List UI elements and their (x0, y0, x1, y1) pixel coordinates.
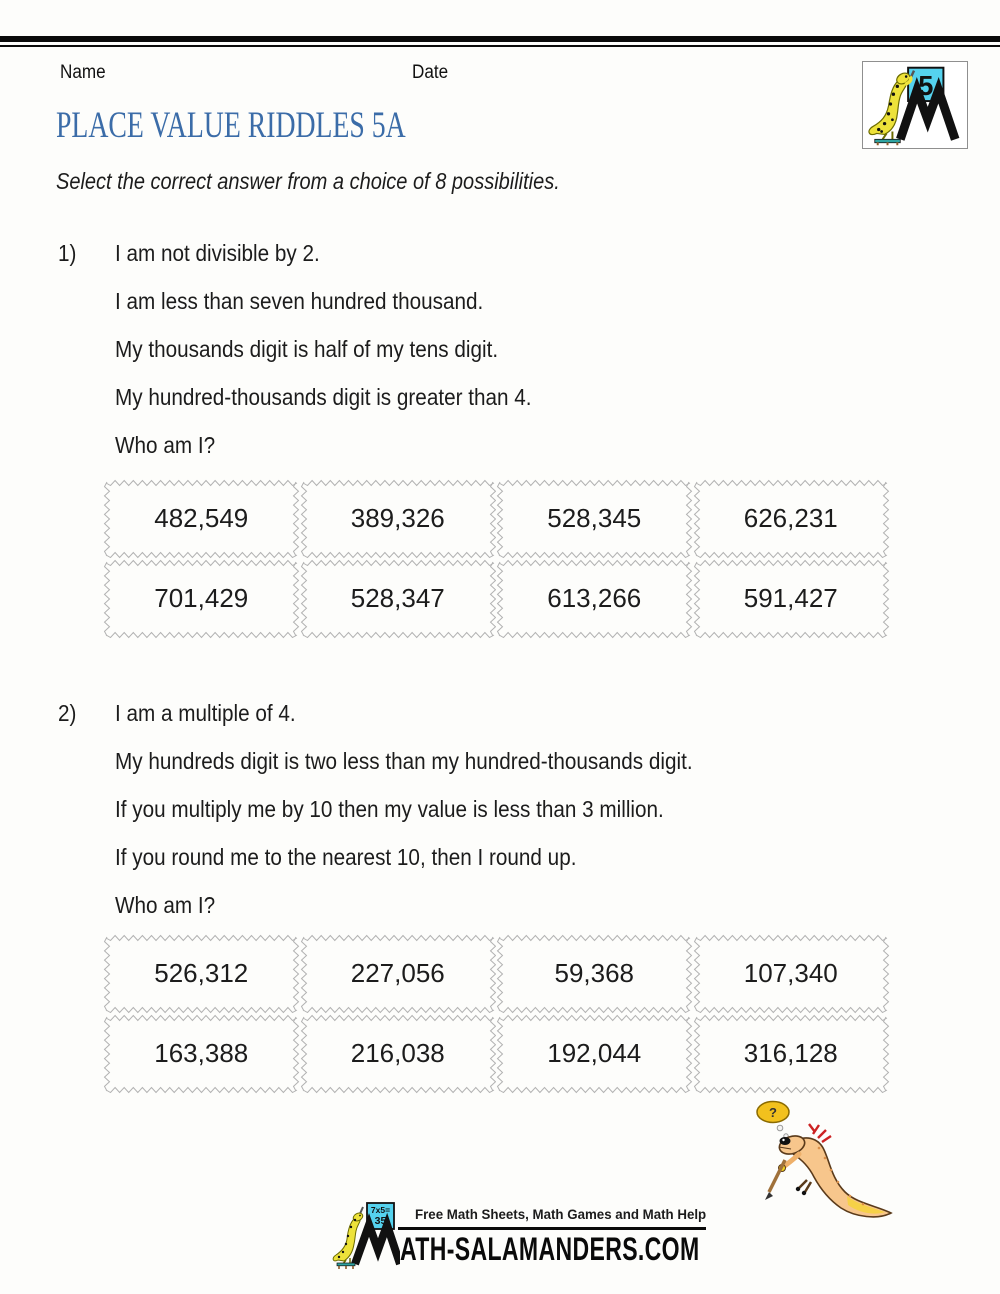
top-rule-thin (0, 45, 1000, 47)
answer-cell[interactable] (693, 479, 890, 559)
answer-cell[interactable] (693, 934, 890, 1014)
question-line: My hundred-thousands digit is greater than 4. (115, 384, 532, 410)
question-line: My hundreds digit is two less than my hundred-thousands digit. (115, 748, 693, 774)
answer-value: 528,345 (547, 503, 642, 534)
answer-value: 107,340 (743, 958, 838, 989)
answer-cell[interactable] (103, 479, 300, 559)
answer-value: 59,368 (554, 958, 635, 989)
answer-cell[interactable] (103, 1014, 300, 1094)
answer-value: 192,044 (547, 1037, 642, 1068)
answer-cell[interactable] (693, 559, 890, 639)
answer-value: 163,388 (154, 1037, 249, 1068)
answer-cell[interactable] (300, 1014, 497, 1094)
answer-value: 482,549 (154, 503, 249, 534)
footer-brand (330, 1200, 770, 1288)
question-2-block (115, 700, 757, 918)
m-letter-icon (355, 1225, 400, 1264)
date-label: Date (412, 62, 449, 83)
answer-cell[interactable] (300, 559, 497, 639)
footer-tagline: Free Math Sheets, Math Games and Math Help (415, 1206, 707, 1222)
answer-cell[interactable] (496, 559, 693, 639)
answer-value: 526,312 (154, 958, 249, 989)
question-1-block (115, 240, 578, 458)
question-line: I am a multiple of 4. (115, 700, 296, 726)
question-line: Who am I? (115, 892, 216, 918)
answer-value: 316,128 (743, 1037, 838, 1068)
grade-number: 5 (918, 70, 934, 102)
salamander-footer-logo-icon (330, 1200, 400, 1270)
answer-cell[interactable] (103, 559, 300, 639)
answer-cell[interactable] (300, 479, 497, 559)
answer-value: 626,231 (743, 503, 838, 534)
instruction-text: Select the correct answer from a choice of 8 possibilities. (56, 168, 560, 194)
thought-bubble-text: ? (769, 1105, 777, 1120)
card-equation-line1: 7x5= (370, 1205, 391, 1215)
question-line: I am not divisible by 2. (115, 240, 320, 266)
answer-cell[interactable] (103, 934, 300, 1014)
answer-value: 701,429 (154, 582, 249, 613)
answer-value: 613,266 (547, 582, 642, 613)
name-label: Name (60, 62, 106, 83)
answer-value: 591,427 (743, 582, 838, 613)
stool (875, 139, 901, 142)
question-line: My thousands digit is half of my tens digit. (115, 336, 499, 362)
question-line: I am less than seven hundred thousand. (115, 288, 484, 314)
salamander-body (788, 1138, 891, 1217)
salamander-grade-logo-icon (863, 62, 965, 146)
card-equation-line2: 35 (374, 1215, 387, 1227)
answer-value: 528,347 (350, 582, 445, 613)
footer-divider (398, 1227, 706, 1230)
top-rule-thick (0, 36, 1000, 42)
pencil-icon (769, 1160, 785, 1192)
footer-wordmark: ATH-SALAMANDERS.COM (400, 1231, 700, 1267)
grade-logo-box (862, 61, 968, 149)
answer-cell[interactable] (496, 1014, 693, 1094)
answer-value: 389,326 (350, 503, 445, 534)
stool (337, 1263, 355, 1266)
answer-cell[interactable] (300, 934, 497, 1014)
answer-value: 227,056 (350, 958, 445, 989)
answer-grid-2 (103, 934, 889, 1093)
question-line: Who am I? (115, 432, 216, 458)
answer-cell[interactable] (496, 479, 693, 559)
answer-value: 216,038 (350, 1037, 445, 1068)
answer-cell[interactable] (693, 1014, 890, 1094)
question-1-number: 1) (58, 240, 77, 266)
answer-cell[interactable] (496, 934, 693, 1014)
question-line: If you multiply me by 10 then my value is less than 3 million. (115, 796, 664, 822)
answer-grid-1 (103, 479, 889, 638)
question-line: If you round me to the nearest 10, then I round up. (115, 844, 577, 870)
question-2-number: 2) (58, 700, 77, 726)
page-title: PLACE VALUE RIDDLES 5A (56, 105, 406, 146)
